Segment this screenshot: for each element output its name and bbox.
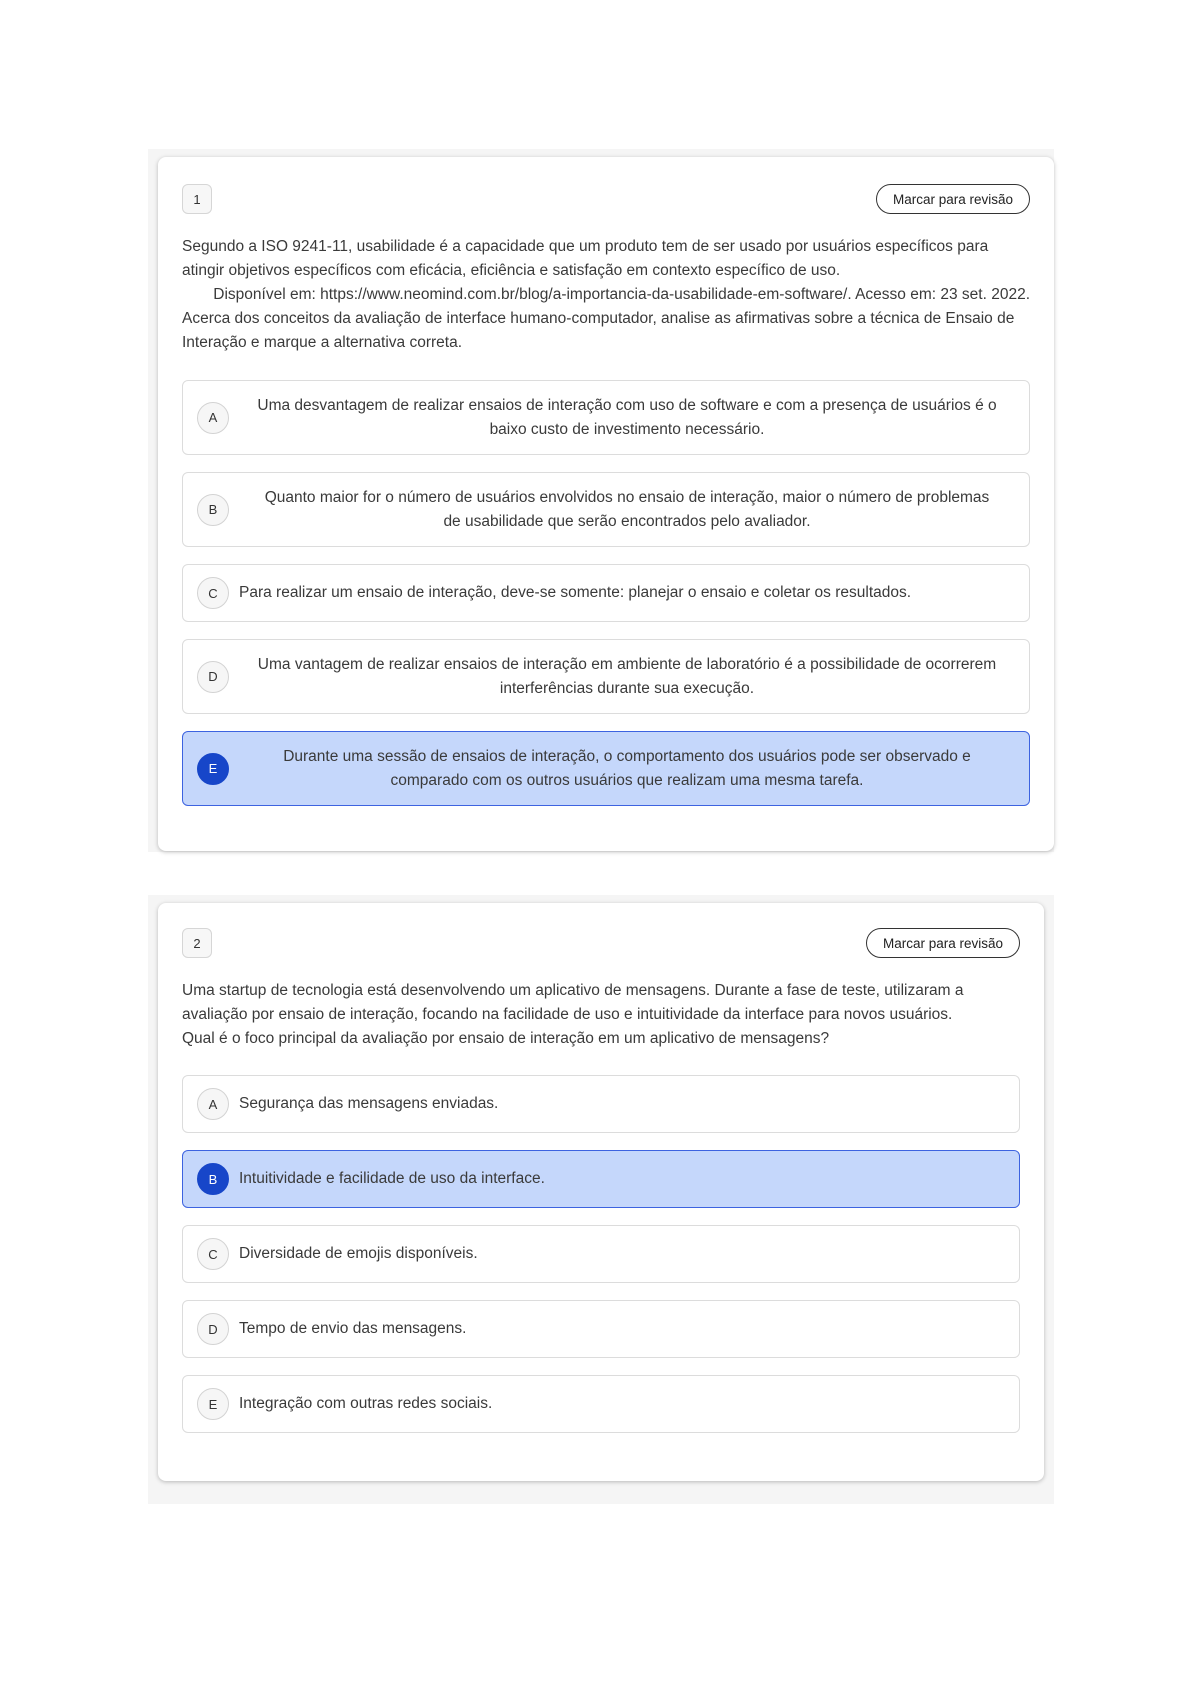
option-letter: A bbox=[197, 402, 229, 434]
question-number: 2 bbox=[182, 928, 212, 958]
option-text: Durante uma sessão de ensaios de interação, o comportamento dos usuários pode ser observado e comparado com os outros usuários que realizam uma mesma tarefa. bbox=[283, 747, 971, 789]
mark-for-review-button[interactable]: Marcar para revisão bbox=[866, 928, 1020, 958]
option-letter: B bbox=[197, 494, 229, 526]
option-c[interactable] bbox=[182, 1225, 1020, 1283]
option-b-selected[interactable] bbox=[182, 1150, 1020, 1208]
option-a[interactable] bbox=[182, 380, 1030, 455]
question-stem bbox=[182, 979, 1020, 1051]
option-text: Uma vantagem de realizar ensaios de interação em ambiente de laboratório é a possibilidade de ocorrerem interferências durante sua execução. bbox=[257, 655, 997, 697]
stem-text: Uma startup de tecnologia está desenvolvendo um aplicativo de mensagens. Durante a fase de teste, utilizaram a avaliação por ensaio de interação, focando na facilidade de uso e intuitividade da interface para novos usuários. bbox=[182, 982, 964, 1023]
question-stem bbox=[182, 235, 1030, 355]
source-citation: Disponível em: https://www.neomind.com.br/blog/a-importancia-da-usabilidade-em-software/. Acesso em: 23 set. 2022. bbox=[213, 286, 1030, 303]
option-letter: A bbox=[197, 1088, 229, 1120]
option-e-selected[interactable] bbox=[182, 731, 1030, 806]
option-letter: D bbox=[197, 1313, 229, 1345]
option-d[interactable] bbox=[182, 1300, 1020, 1358]
option-letter: E bbox=[197, 1388, 229, 1420]
option-d[interactable] bbox=[182, 639, 1030, 714]
question-card-1 bbox=[158, 157, 1054, 851]
question-header bbox=[182, 927, 1020, 959]
option-a[interactable] bbox=[182, 1075, 1020, 1133]
option-text: Tempo de envio das mensagens. bbox=[239, 1320, 467, 1337]
option-text: Diversidade de emojis disponíveis. bbox=[239, 1245, 478, 1262]
question-card-2 bbox=[158, 903, 1044, 1481]
answer-options bbox=[182, 380, 1030, 806]
question-header bbox=[182, 183, 1030, 215]
stem-text: Segundo a ISO 9241-11, usabilidade é a capacidade que um produto tem de ser usado por usuários específicos para atingir objetivos específicos com eficácia, eficiência e satisfação em contexto específico de uso. bbox=[182, 238, 989, 279]
option-text: Para realizar um ensaio de interação, deve-se somente: planejar o ensaio e coletar os resultados. bbox=[239, 584, 912, 601]
option-c[interactable] bbox=[182, 564, 1030, 622]
stem-question: Qual é o foco principal da avaliação por ensaio de interação em um aplicativo de mensagens? bbox=[182, 1030, 830, 1047]
option-letter: C bbox=[197, 1238, 229, 1270]
option-letter: C bbox=[197, 577, 229, 609]
option-b[interactable] bbox=[182, 472, 1030, 547]
option-text: Quanto maior for o número de usuários envolvidos no ensaio de interação, maior o número de problemas de usabilidade que serão encontrados pelo avaliador. bbox=[264, 488, 990, 530]
option-letter: D bbox=[197, 661, 229, 693]
option-letter: E bbox=[197, 753, 229, 785]
option-text: Intuitividade e facilidade de uso da interface. bbox=[239, 1170, 545, 1187]
option-text: Uma desvantagem de realizar ensaios de interação com uso de software e com a presença de usuários é o baixo custo de investimento necessário. bbox=[257, 396, 997, 438]
option-letter: B bbox=[197, 1163, 229, 1195]
question-number: 1 bbox=[182, 184, 212, 214]
option-e[interactable] bbox=[182, 1375, 1020, 1433]
question-1-container bbox=[148, 149, 1054, 852]
question-2-container bbox=[148, 895, 1054, 1504]
option-text: Segurança das mensagens enviadas. bbox=[239, 1095, 499, 1112]
mark-for-review-button[interactable]: Marcar para revisão bbox=[876, 184, 1030, 214]
stem-question: Acerca dos conceitos da avaliação de interface humano-computador, analise as afirmativas sobre a técnica de Ensaio de Interação e marque a alternativa correta. bbox=[182, 310, 1015, 351]
answer-options bbox=[182, 1075, 1020, 1433]
option-text: Integração com outras redes sociais. bbox=[239, 1395, 493, 1412]
